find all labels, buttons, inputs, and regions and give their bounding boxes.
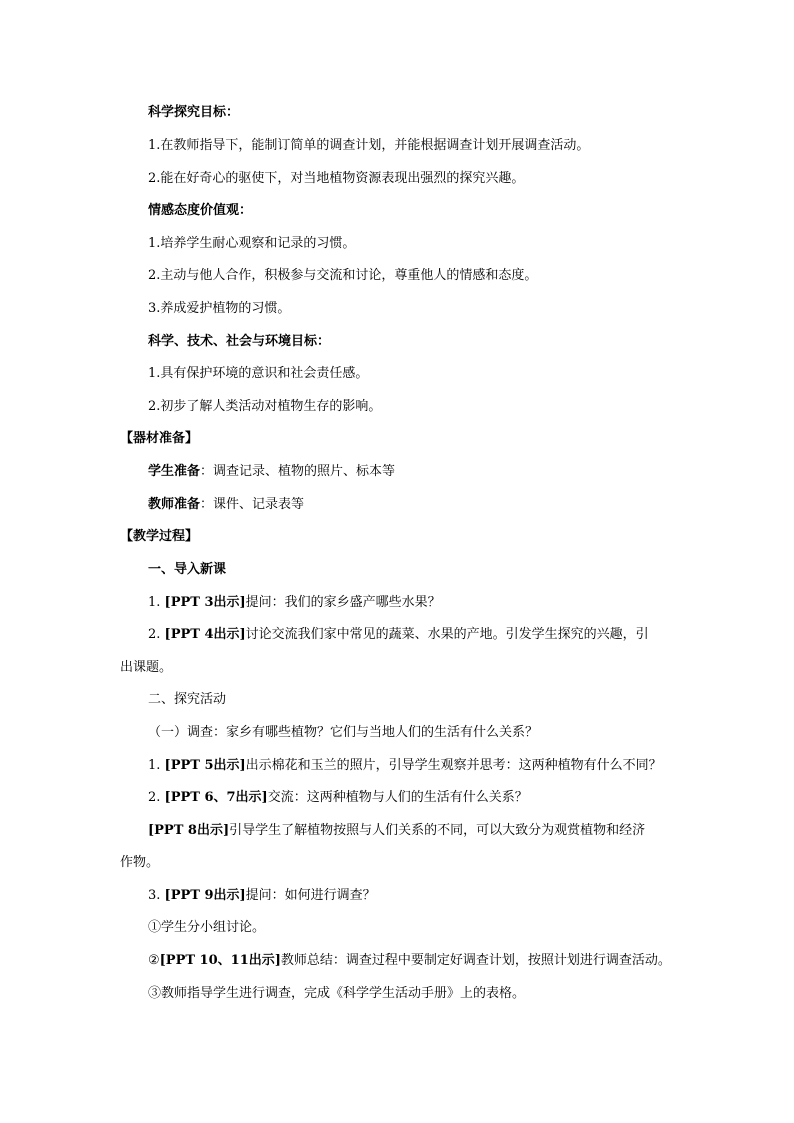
ppt8-paragraph-continued: 作物。	[120, 855, 160, 870]
attitude-goal-3: 3.养成爱护植物的习惯。	[148, 301, 291, 316]
science-goal-2: 2.能在好奇心的驱使下，对当地植物资源表现出强烈的探究兴趣。	[148, 171, 525, 186]
heading-equipment: 【器材准备】	[120, 431, 199, 446]
intro-1-text: 提问：我们的家乡盛产哪些水果？	[245, 595, 441, 610]
step-1: ①学生分小组讨论。	[148, 920, 266, 935]
heading-explore: 二、探究活动	[148, 692, 227, 707]
intro-2-text: 讨论交流我们家中常见的蔬菜、水果的产地。引发学生探究的兴趣，引	[245, 627, 649, 642]
step-2	[148, 952, 671, 970]
explore-item-1	[148, 757, 662, 775]
step-2-text: 教师总结：调查过程中要制定好调查计划，按照计划进行调查活动。	[280, 953, 671, 968]
intro-2-ppt-tag: [PPT 4出示]	[164, 627, 246, 642]
heading-science-inquiry-goals: 科学探究目标：	[148, 105, 240, 120]
explore-3-text: 提问：如何进行调查？	[245, 888, 376, 903]
explore-1-text: 出示棉花和玉兰的照片，引导学生观察并思考：这两种植物有什么不同？	[245, 758, 662, 773]
explore-1-number: 1.	[148, 758, 165, 773]
ppt8-paragraph	[148, 822, 645, 840]
attitude-goal-2: 2.主动与他人合作，积极参与交流和讨论，尊重他人的情感和态度。	[148, 268, 538, 283]
ppt8-tag: [PPT 8出示]	[148, 823, 230, 838]
heading-intro: 一、导入新课	[148, 562, 227, 577]
teacher-prep-label: 教师准备	[148, 497, 201, 512]
intro-item-1	[148, 594, 441, 612]
student-prep-text: ：调查记录、植物的照片、标本等	[200, 464, 396, 479]
intro-item-2-continued: 出课题。	[120, 660, 173, 675]
explore-3-number: 3.	[148, 888, 165, 903]
student-preparation	[148, 463, 395, 481]
sts-goal-2: 2.初步了解人类活动对植物生存的影响。	[148, 399, 382, 414]
intro-2-number: 2.	[148, 627, 165, 642]
survey-question: （一）调查：家乡有哪些植物？它们与当地人们的生活有什么关系？	[148, 725, 539, 740]
heading-attitude-values: 情感态度价值观：	[148, 203, 253, 218]
explore-item-2	[148, 789, 528, 807]
heading-sts-goals: 科学、技术、社会与环境目标：	[148, 334, 331, 349]
step-2-marker: ②	[148, 953, 160, 968]
explore-2-text: 交流：这两种植物与人们的生活有什么关系？	[267, 790, 528, 805]
teacher-prep-text: ：课件、记录表等	[200, 497, 305, 512]
step-2-ppt-tag: [PPT 10、11出示]	[159, 953, 281, 968]
science-goal-1: 1.在教师指导下，能制订简单的调查计划，并能根据调查计划开展调查活动。	[148, 138, 590, 153]
explore-1-ppt-tag: [PPT 5出示]	[164, 758, 246, 773]
step-3: ③教师指导学生进行调查，完成《科学学生活动手册》上的表格。	[148, 986, 526, 1001]
intro-item-2	[148, 626, 649, 644]
explore-2-number: 2.	[148, 790, 165, 805]
ppt8-text: 引导学生了解植物按照与人们关系的不同，可以大致分为观赏植物和经济	[229, 823, 646, 838]
student-prep-label: 学生准备	[148, 464, 201, 479]
explore-2-ppt-tag: [PPT 6、7出示]	[164, 790, 268, 805]
teacher-preparation	[148, 496, 304, 514]
sts-goal-1: 1.具有保护环境的意识和社会责任感。	[148, 366, 369, 381]
explore-3-ppt-tag: [PPT 9出示]	[164, 888, 246, 903]
attitude-goal-1: 1.培养学生耐心观察和记录的习惯。	[148, 236, 356, 251]
heading-teaching-process: 【教学过程】	[120, 529, 199, 544]
intro-1-ppt-tag: [PPT 3出示]	[164, 595, 246, 610]
explore-item-3	[148, 887, 376, 905]
intro-1-number: 1.	[148, 595, 165, 610]
